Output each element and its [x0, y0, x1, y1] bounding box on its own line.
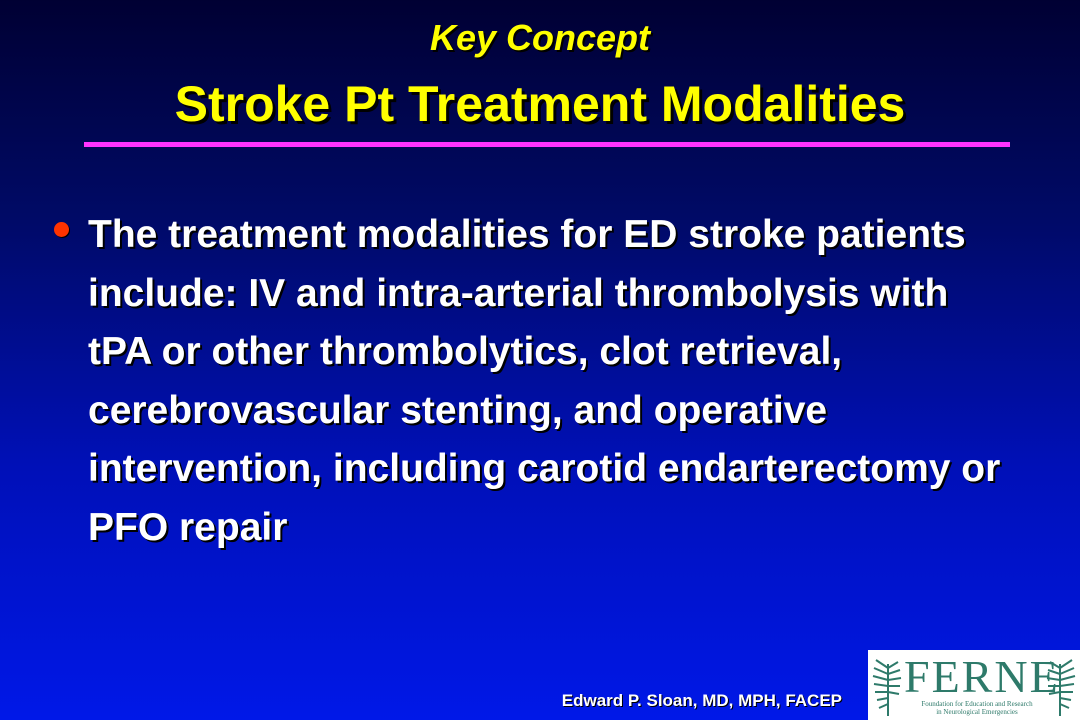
logo-tagline-line2: in Neurological Emergencies: [936, 708, 1018, 716]
title-divider: [84, 142, 1010, 147]
author-credit: Edward P. Sloan, MD, MPH, FACEP: [561, 691, 842, 710]
bullet-text: The treatment modalities for ED stroke patients include: IV and intra-arterial thrombolysis with tPA or other thrombolytics, clot retrieval, cerebrovascular stenting, and operative intervention, including carotid endarterectomy or PFO repair: [88, 213, 1001, 549]
bullet-dot-icon: [54, 222, 69, 237]
slide-kicker: Key Concept: [429, 17, 651, 58]
palm-leaf-right-icon: [1044, 656, 1078, 718]
logo-tagline: [904, 700, 1050, 716]
logo-tagline-line1: Foundation for Education and Research: [921, 700, 1033, 708]
palm-leaf-left-icon: [870, 656, 904, 718]
logo-letters: FERNE: [904, 651, 1060, 702]
slide-title: Stroke Pt Treatment Modalities: [174, 76, 906, 132]
ferne-logo: [868, 650, 1080, 720]
